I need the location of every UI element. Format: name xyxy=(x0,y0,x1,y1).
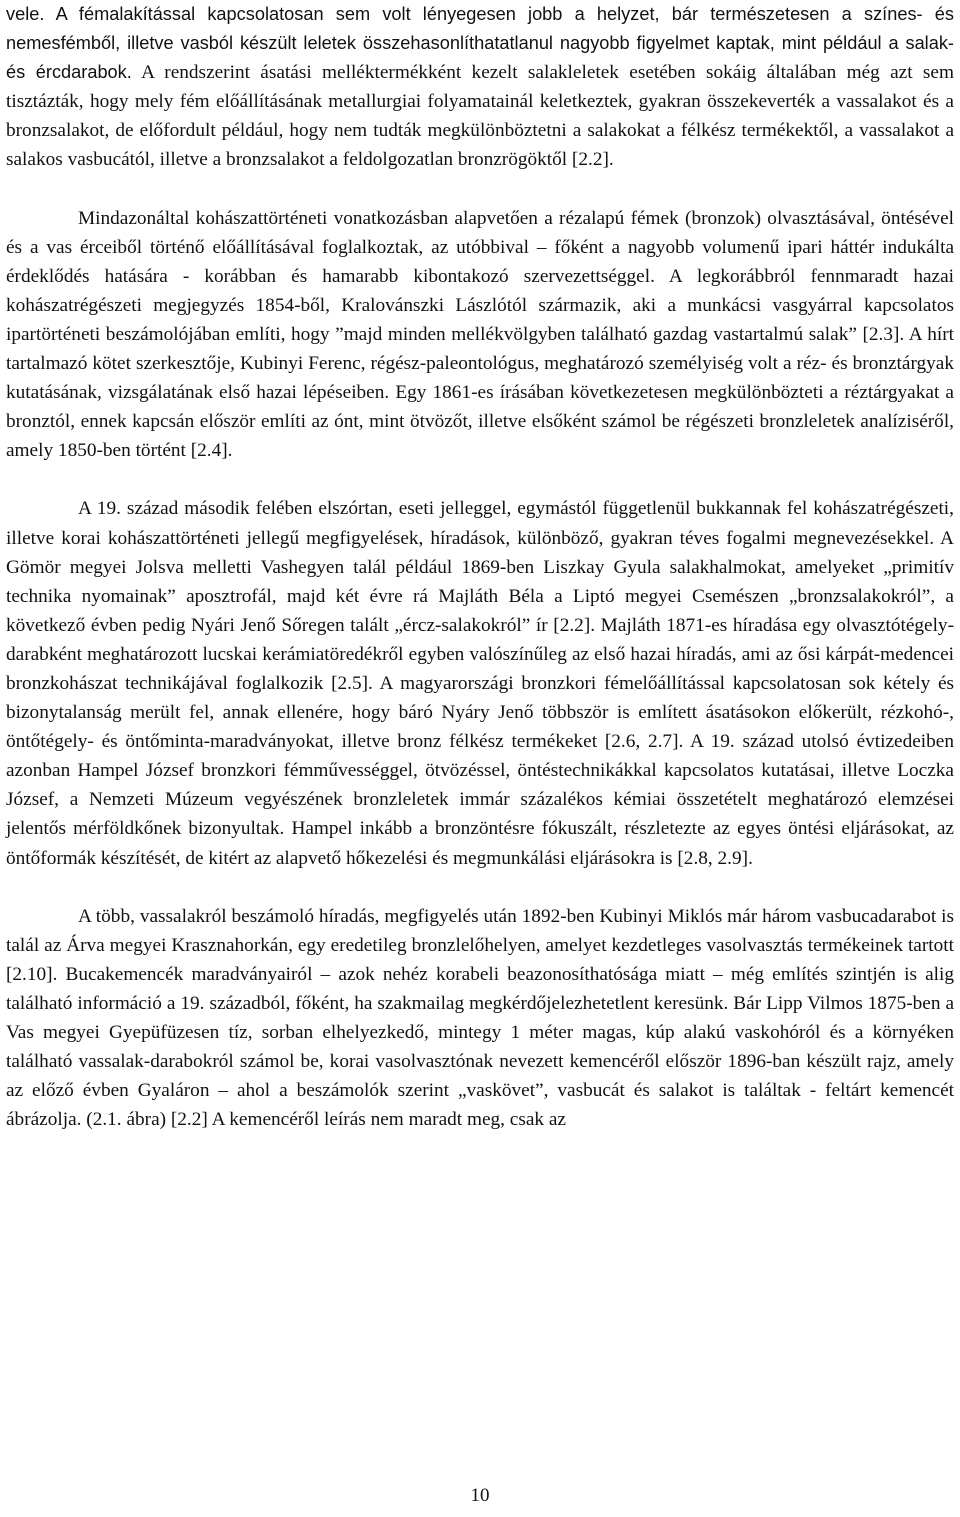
paragraph-2-text: Mindazonáltal kohászattörténeti vonatkozásban alapvetően a rézalapú fémek (bronzok) olvasztásával, öntésével és a vas érceiből történő előállításával foglalkoztak, az utóbbival – főként a nagyobb volumenű ipari háttér indukálta érdeklődés hatására - korábban és hamarabb kibontakozó szervezettséggel. A legkorábbról fennmaradt hazai kohászatrégészeti megjegyzés 1854-ből, Kralovánszki Lászlótól származik, aki a munkácsi vasgyárral kapcsolatos ipartörténeti beszámolójában említi, hogy ”majd minden mellékvölgyben található gazdag vastartalmú salak” [2.3]. A hírt tartalmazó kötet szerkesztője, Kubinyi Ferenc, régész-paleontológus, meghatározó személyiség volt a réz- és bronztárgyak kutatásának, vizsgálatának első hazai lépéseiben. Egy 1861-es írásában következetesen megkülönbözteti a réztárgyakat a bronztól, ennek kapcsán először említi az ónt, mint ötvözőt, illetve elsőként számol be régészeti bronzleletek analíziséről, amely 1850-ben történt [2.4]. xyxy=(6,207,954,462)
paragraph-1-sentence-2: A rendszerint ásatási melléktermékként kezelt salakleletek esetében sokáig általában még azt sem tisztázták, hogy mely fém előállításának metallurgiai folyamatainál keletkeztek, gyakran összekeverték a vassalakot és a bronzsalakot, de előfordult például, hogy nem tudták megkülönböztetni a salakokat a félkész termékektől, a vassalakot a salakos vasbucától, illetve a bronzsalakot a feldolgozatlan bronzrögöktől [2.2]. xyxy=(6,62,954,171)
paragraph-2 xyxy=(6,204,954,466)
paragraph-4 xyxy=(6,902,954,1135)
page-number: 10 xyxy=(470,1485,490,1506)
paragraph-3 xyxy=(6,494,954,872)
paragraph-1 xyxy=(6,0,954,175)
document-page xyxy=(6,0,954,1134)
paragraph-4-text: A több, vassalakról beszámoló híradás, megfigyelés után 1892-ben Kubinyi Miklós már három vasbucadarabot is talál az Árva megyei Krasznahorkán, egy eredetileg bronzlelőhelyen, amelyet kezdetleges vasolvasztás termékeinek tartott [2.10]. Bucakemencék maradványairól – azok nehéz korabeli beazonosíthatósága miatt – még említés szintjén is alig található információ a 19. századból, főként, ha szakmailag megkérdőjelezhetetlent keresünk. Bár Lipp Vilmos 1875-ben a Vas megyei Gyepüfüzesen tíz, sorban elhelyezkedő, mintegy 1 méter magas, kúp alakú vaskohóról és a környéken található vassalak-darabokról számol be, korai vasolvasztónak nevezett kemencéről először 1896-ban készült rajz, amely az előző évben Gyaláron – ahol a beszámolók szerint „vaskövet”, vasbucát és salakot is találtak - feltárt kemencét ábrázolja. (2.1. ábra) [2.2] A kemencéről leírás nem maradt meg, csak az xyxy=(6,905,954,1131)
paragraph-1-sentence-1: vele. A fémalakítással kapcsolatosan sem volt lényegesen jobb a helyzet, bár természetesen a színes- és nemesfémből, illetve vasból készült leletek összehasonlíthatatlanul nagyobb figyelmet kaptak, mint például a salak- és ércdarabok. xyxy=(6,4,954,83)
paragraph-3-text: A 19. század második felében elszórtan, eseti jelleggel, egymástól függetlenül bukkannak fel kohászatrégészeti, illetve korai kohászattörténeti jellegű megfigyelések, híradások, különböző, gyakran téves fogalmi megnevezésekkel. A Gömör megyei Jolsva melletti Vashegyen talál például 1869-ben Liszkay Gyula salakhalmokat, amelyeket „primitív technika nyomainak” aposztrofál, majd két évre rá Majláth Béla a Liptó megyei Csemészen „bronzsalakokról”, a következő évben pedig Nyári Jenő Sőregen talált „ércz-salakokról” ír [2.2]. Majláth 1871-es híradása egy olvasztótégely-darabként meghatározott lucskai kerámiatöredékről egyben valószínűleg az első hazai híradás, ami az ősi kárpát-medencei bronzkohászat technikájával foglalkozik [2.5]. A magyarországi bronzkori fémelőállítással kapcsolatosan sok kétely és bizonytalanság merült fel, annak ellenére, hogy báró Nyáry Jenő többször is említett ásatásokon előkerült, rézkohó-, öntőtégely- és öntőminta-maradványokat, illetve bronz félkész termékeket [2.6, 2.7]. A 19. század utolsó évtizedeiben azonban Hampel József bronzkori fémművességgel, ötvözéssel, öntéstechnikákkal kapcsolatos kutatásai, illetve Loczka József, a Nemzeti Múzeum vegyészének bronzleletek immár százalékos kémiai összetételt meghatározó elemzései jelentős mérföldkőnek bizonyultak. Hampel inkább a bronzöntésre fókuszált, részletezte az egyes öntési eljárásokat, az öntőformák készítését, de kitért az alapvető hőkezelési és megmunkálási eljárásokra is [2.8, 2.9]. xyxy=(6,498,954,869)
